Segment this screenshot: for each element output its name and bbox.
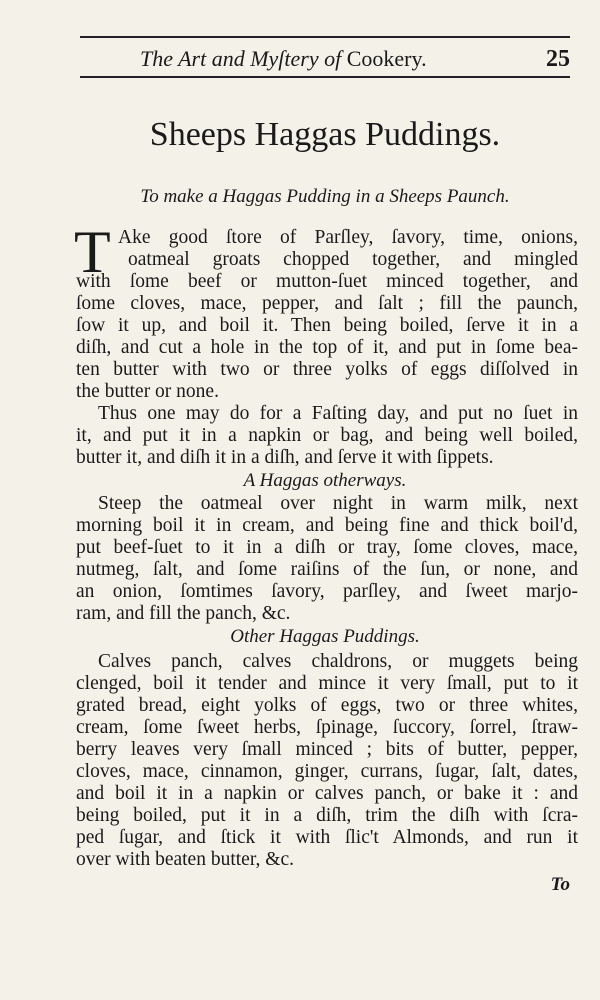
text-line: put beef-ſuet to it in a diſh or tray, ſome cloves, mace,: [76, 537, 578, 558]
text-line: being boiled, put it in a diſh, trim the diſh with ſcra-: [76, 805, 578, 826]
text-line: Thus one may do for a Faſting day, and put no ſuet in: [98, 403, 578, 424]
text-line: ten butter with two or three yolks of eggs diſſolved in: [76, 359, 578, 380]
text-line: grated bread, eight yolks of eggs, two or three whites,: [76, 695, 578, 716]
text-line: nutmeg, ſalt, and ſome raiſins of the ſun, or none, and: [76, 559, 578, 580]
drop-cap: T: [74, 219, 111, 285]
running-title: [140, 46, 427, 72]
text-line: ſow it up, and boil it. Then being boiled, ſerve it in a: [76, 315, 578, 336]
text-line: clenged, boil it tender and mince it very ſmall, put to it: [76, 673, 578, 694]
recipe-subtitle: To make a Haggas Pudding in a Sheeps Paunch.: [140, 186, 510, 207]
page-number: 25: [546, 46, 570, 72]
running-header: [80, 40, 570, 76]
text-line: it, and put it in a napkin or bag, and being well boiled,: [76, 425, 578, 446]
running-title-italic: The Art and Myſtery of: [140, 46, 342, 71]
text-line: morning boil it in cream, and being fine and thick boil'd,: [76, 515, 578, 536]
text-line: oatmeal groats chopped together, and mingled: [128, 249, 578, 270]
chapter-title: Sheeps Haggas Puddings.: [149, 116, 501, 153]
header-rule-bottom: [80, 76, 570, 78]
text-line: the butter or none.: [76, 381, 219, 402]
text-line: Ake good ſtore of Parſley, ſavory, time, onions,: [118, 227, 578, 248]
text-line: and boil it in a napkin or calves panch, or bake it : and: [76, 783, 578, 804]
text-line: ped ſugar, and ſtick it with ſlic't Almonds, and run it: [76, 827, 578, 848]
text-line: butter it, and diſh it in a diſh, and ſerve it with ſippets.: [76, 447, 494, 468]
text-line: over with beaten butter, &c.: [76, 849, 294, 870]
text-line: cloves, mace, cinnamon, ginger, currans, ſugar, ſalt, dates,: [76, 761, 578, 782]
running-title-roman: Cookery.: [346, 46, 427, 71]
catchword: To: [550, 874, 570, 895]
text-line: Steep the oatmeal over night in warm milk, next: [98, 493, 578, 514]
section-heading: A Haggas otherways.: [243, 470, 407, 491]
text-line: Calves panch, calves chaldrons, or muggets being: [98, 651, 578, 672]
header-rule-top: [80, 36, 570, 38]
section-heading: Other Haggas Puddings.: [230, 626, 420, 647]
text-line: with ſome beef or mutton-ſuet minced together, and: [76, 271, 578, 292]
text-line: diſh, and cut a hole in the top of it, and put in ſome bea-: [76, 337, 578, 358]
text-line: an onion, ſomtimes ſavory, parſley, and ſweet marjo-: [76, 581, 578, 602]
text-line: berry leaves very ſmall minced ; bits of butter, pepper,: [76, 739, 578, 760]
text-line: cream, ſome ſweet herbs, ſpinage, ſuccory, ſorrel, ſtraw-: [76, 717, 578, 738]
text-line: ſome cloves, mace, pepper, and ſalt ; fill the paunch,: [76, 293, 578, 314]
text-line: ram, and fill the panch, &c.: [76, 603, 291, 624]
